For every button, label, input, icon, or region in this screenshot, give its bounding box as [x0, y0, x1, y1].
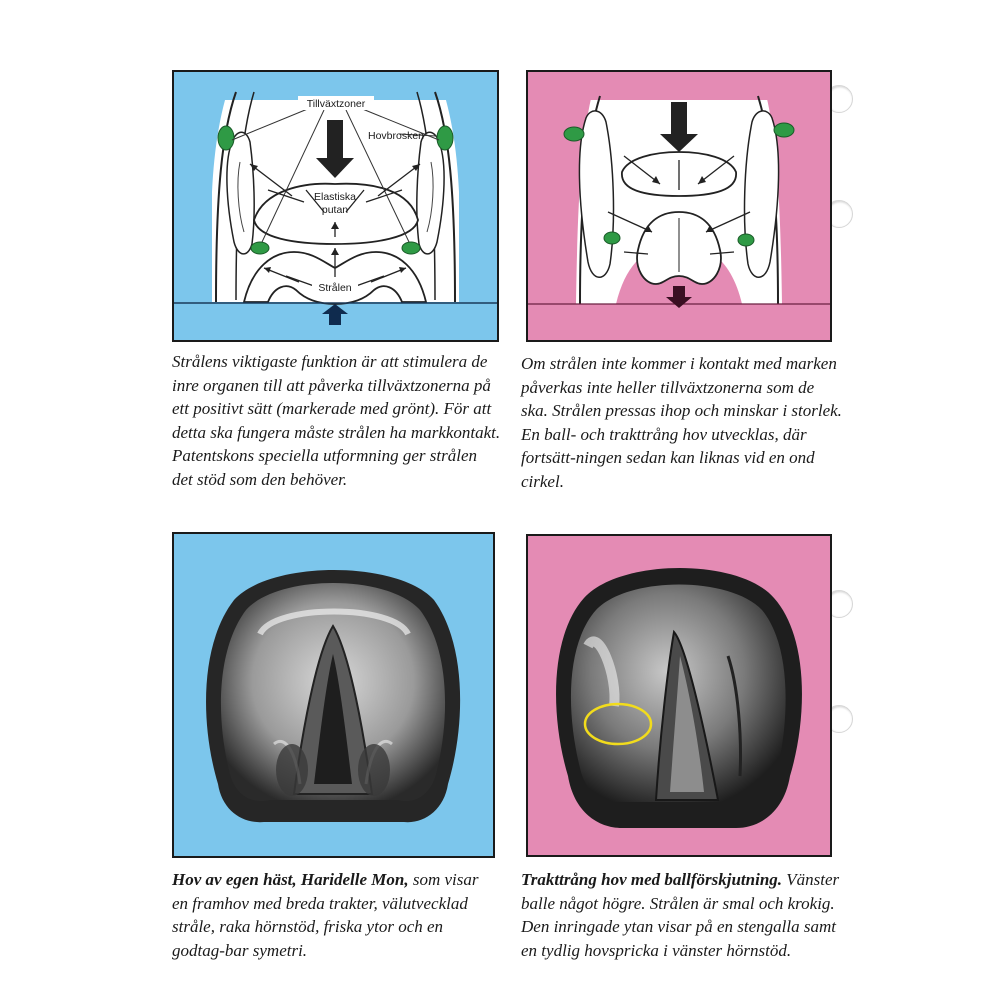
up-arrow-icon [322, 304, 348, 325]
caption-contracted-hoof [521, 868, 843, 962]
caption-contracted-hoof-title: Trakttrång hov med ballförskjutning. [521, 870, 783, 889]
diagram-healthy-hoof [172, 70, 499, 342]
caption-contracted-hoof-body: Vänster balle något högre. Strålen är smal och krokig. Den inringade ytan visar på en stengalla samt en tydlig hovspricka i vänster hörnstöd. [521, 870, 840, 960]
caption-healthy-hoof-body: som visar en framhov med breda trakter, välutvecklad stråle, raka hörnstöd, friska ytor och en godtag-bar symetri. [172, 870, 479, 960]
label-frog: Strålen [318, 282, 352, 294]
label-elastic-cushion-2: putan [321, 204, 349, 216]
photo-contracted-hoof [526, 534, 832, 857]
photo-healthy-hoof [172, 532, 495, 858]
label-growth-zones: Tillväxtzoner [306, 98, 366, 110]
label-lateral-cartilage: Hovbrosken [367, 130, 425, 142]
caption-no-ground-contact: Om strålen inte kommer i kontakt med marken påverkas inte heller tillväxtzonerna som de ska. Strålen pressas ihop och minskar i storlek. En ball- och trakttrång hov utvecklas, där fortsätt-ningen sedan kan liknas vid en ond cirkel. [521, 354, 842, 491]
caption-healthy-hoof [172, 868, 494, 962]
diagram-contracted-hoof [526, 70, 832, 342]
caption-frog-function: Strålens viktigaste funktion är att stimulera de inre organen till att påverka tillväxtzonerna på ett positivt sätt (markerade med grönt). För att detta ska fungera måste strålen ha markkontakt. Patentskons speciella utformning ger strålen det stöd som den behöver. [172, 352, 501, 489]
caption-healthy-hoof-title: Hov av egen häst, Haridelle Mon, [172, 870, 409, 889]
label-elastic-cushion-1: Elastiska [313, 191, 357, 203]
